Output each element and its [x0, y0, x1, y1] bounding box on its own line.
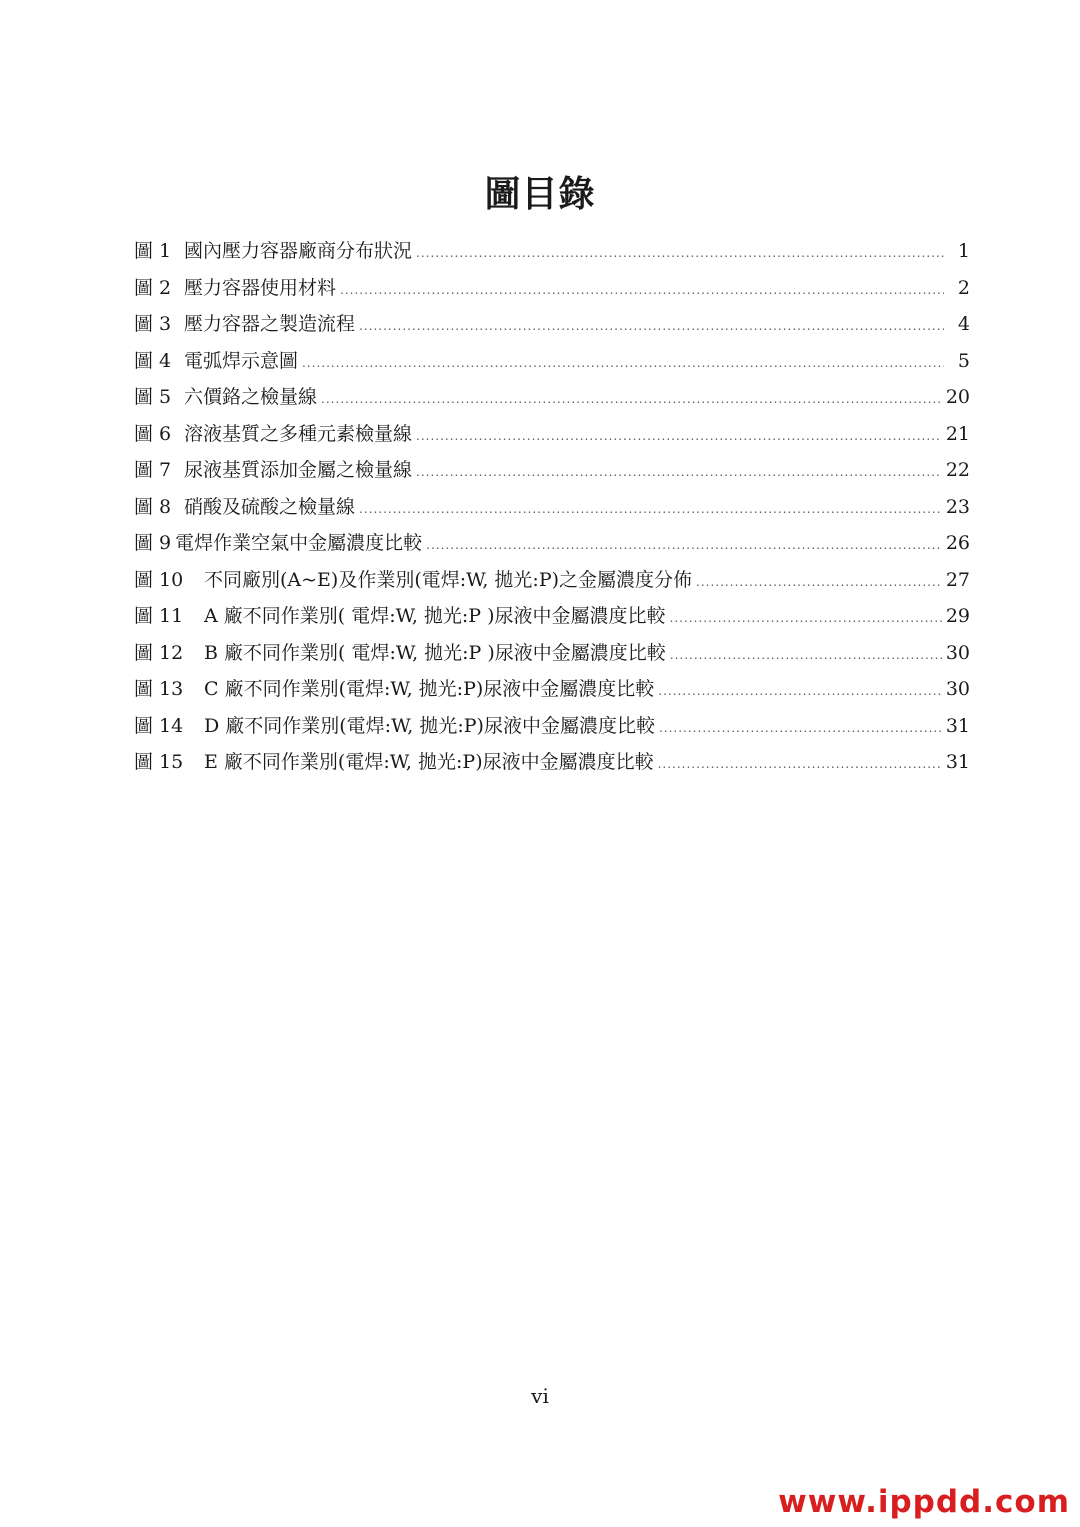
toc-entry-3[interactable]: [134, 309, 970, 346]
toc-entry-7[interactable]: [134, 455, 970, 492]
toc-entry-4[interactable]: [134, 346, 970, 383]
figure-label: 圖 15: [134, 751, 184, 773]
page-number: 30: [945, 678, 970, 700]
dot-leader: [321, 392, 942, 406]
page-number: 22: [945, 459, 970, 481]
dot-leader: [302, 356, 944, 370]
figure-label: 圖 12: [134, 641, 184, 664]
page-number: 26: [945, 532, 970, 554]
figure-label: 圖 10: [134, 568, 184, 591]
page-number: 30: [945, 641, 970, 664]
footer-page-number: vi: [531, 1384, 549, 1408]
figure-label: 圖 14: [134, 714, 184, 737]
toc-entry-11[interactable]: [134, 601, 970, 638]
dot-leader: [359, 502, 942, 516]
dot-leader: [416, 429, 942, 443]
figure-label: 圖 11: [134, 605, 184, 627]
page-number: 31: [945, 714, 970, 737]
figure-caption: 溶液基質之多種元素檢量線: [184, 422, 413, 445]
figure-caption: D 廠不同作業別(電焊:W, 拋光:P)尿液中金屬濃度比較: [204, 714, 655, 737]
figure-caption: 壓力容器使用材料: [184, 276, 337, 299]
dot-leader: [416, 246, 944, 260]
dot-leader: [416, 465, 942, 479]
page-title: 圖目錄: [484, 174, 596, 215]
figure-caption: E 廠不同作業別(電焊:W, 拋光:P)尿液中金屬濃度比較: [204, 751, 654, 773]
page-number: 20: [945, 386, 970, 408]
toc-entry-5[interactable]: [134, 382, 970, 419]
watermark-text: www.ippdd.com: [778, 1484, 1070, 1520]
dot-leader: [659, 721, 942, 735]
figure-caption: 國內壓力容器廠商分布狀況: [184, 240, 413, 262]
figure-label: 圖 5: [134, 386, 172, 408]
figure-caption: 硝酸及硫酸之檢量線: [184, 495, 356, 518]
dot-leader: [670, 648, 942, 662]
toc-entry-15[interactable]: [134, 747, 970, 784]
page-number: 29: [945, 605, 970, 627]
page-number: 27: [945, 568, 970, 591]
toc-entry-10[interactable]: [134, 565, 970, 602]
dot-leader: [426, 538, 942, 552]
dot-leader: [658, 684, 942, 698]
figure-caption: B 廠不同作業別( 電焊:W, 拋光:P )尿液中金屬濃度比較: [204, 641, 666, 664]
dot-leader: [658, 757, 942, 771]
figure-label: 圖 4: [134, 349, 172, 372]
toc-entry-6[interactable]: [134, 419, 970, 456]
figure-caption: 壓力容器之製造流程: [184, 313, 356, 335]
toc-entry-2[interactable]: [134, 273, 970, 310]
page-number: 4: [957, 313, 970, 335]
figure-label: 圖 2: [134, 276, 172, 299]
figure-caption: 電弧焊示意圖: [184, 349, 299, 372]
page-number: 5: [957, 349, 970, 372]
figure-label: 圖 6: [134, 422, 172, 445]
toc-entry-8[interactable]: [134, 492, 970, 529]
figure-caption: 尿液基質添加金屬之檢量線: [184, 459, 413, 481]
figure-label: 圖 1: [134, 240, 172, 262]
page-number: 21: [945, 422, 970, 445]
toc-entry-1[interactable]: [134, 236, 970, 273]
figure-label: 圖 13: [134, 678, 184, 700]
figure-caption: 六價鉻之檢量線: [184, 386, 318, 408]
figure-label: 圖 8: [134, 495, 172, 518]
dot-leader: [696, 575, 942, 589]
figure-label: 圖 9: [134, 532, 172, 554]
toc-entry-12[interactable]: [134, 638, 970, 675]
toc-entry-13[interactable]: [134, 674, 970, 711]
page-number: 2: [957, 276, 970, 299]
toc-entry-14[interactable]: [134, 711, 970, 748]
figure-label: 圖 7: [134, 459, 172, 481]
dot-leader: [340, 283, 944, 297]
page-number: 1: [957, 240, 970, 262]
toc-entry-9[interactable]: [134, 528, 970, 565]
figure-caption: 電焊作業空氣中金屬濃度比較: [175, 532, 423, 554]
figure-label: 圖 3: [134, 313, 172, 335]
figure-caption: 不同廠別(A~E)及作業別(電焊:W, 拋光:P)之金屬濃度分佈: [204, 568, 693, 591]
page-number: 23: [945, 495, 970, 518]
dot-leader: [359, 319, 944, 333]
dot-leader: [670, 611, 942, 625]
figure-list: [134, 236, 970, 784]
figure-caption: A 廠不同作業別( 電焊:W, 拋光:P )尿液中金屬濃度比較: [204, 605, 666, 627]
page-number: 31: [945, 751, 970, 773]
figure-caption: C 廠不同作業別(電焊:W, 拋光:P)尿液中金屬濃度比較: [204, 678, 655, 700]
